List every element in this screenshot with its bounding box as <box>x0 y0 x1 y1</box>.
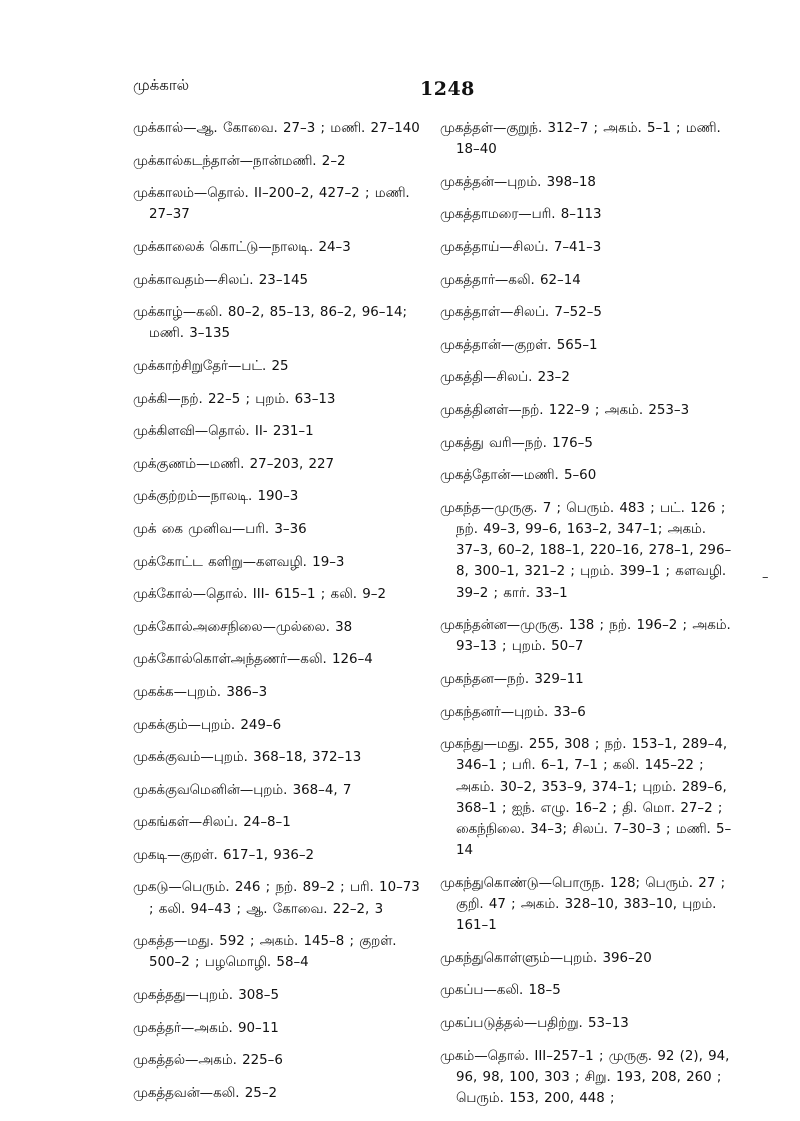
index-entry: முக்காவதம்—சிலப். 23–145 <box>133 272 309 288</box>
index-entry: முக்கால்—ஆ. கோவை. 27–3 ; மணி. 27–140 <box>133 121 420 136</box>
index-entry: முகத்தான்—குறள். 565–1 <box>440 337 598 353</box>
index-entry: முகடி—குறள். 617–1, 936–2 <box>133 847 315 863</box>
index-entry: முக்கிளவி—தொல். II- 231–1 <box>133 424 314 440</box>
index-entry: முகத்தாள்—சிலப். 7–52–5 <box>440 305 602 321</box>
left-column <box>133 118 428 1115</box>
page-number: 1248 <box>420 78 475 100</box>
index-entry: முகத்தல்—அகம். 225–6 <box>133 1053 283 1069</box>
index-entry: முகடு—பெரும். 246 ; நற். 89–2 ; பரி. 10–73 ; கலி. 94–43 ; ஆ. கோவை. 22–2, 3 <box>133 880 420 917</box>
index-entry: முகத்தது—புறம். 308–5 <box>133 988 280 1004</box>
index-entry: முகக்குவமெனின்—புறம். 368–4, 7 <box>133 782 352 798</box>
index-entry: முகப்ப—கலி. 18–5 <box>440 983 561 999</box>
index-entry: முக்கோல்கொள்அந்தணர்—கலி. 126–4 <box>133 652 373 668</box>
right-column <box>440 118 732 1121</box>
index-entry: முகந்தனர்—புறம். 33–6 <box>440 704 586 720</box>
index-entry: முக்காற்சிறுதேர்—பட். 25 <box>133 358 289 374</box>
index-entry: முகத்தாய்—சிலப். 7–41–3 <box>440 239 602 255</box>
index-entry: முகந்துகொண்டு—பொருந. 128; பெரும். 27 ; குறி. 47 ; அகம். 328–10, 383–10, புறம். 161–1 <box>440 875 726 934</box>
index-entry: முகத்தினள்—நற். 122–9 ; அகம். 253–3 <box>440 402 690 418</box>
index-entry: முகந்து—மது. 255, 308 ; நற். 153–1, 289–4, 346–1 ; பரி. 6–1, 7–1 ; கலி. 145–22 ; அகம். 30–2, 353–9, 374–1; புறம். 289–6, 368–1 ; ஐந். எழு. 16–2 ; தி. மொ. 27–2 ; கைந்நிலை. 34–3; சிலப். 7–30–3 ; மணி. 5–14 <box>440 737 732 859</box>
running-head: முக்கால் <box>133 76 190 94</box>
index-entry: முகக்கும்—புறம். 249–6 <box>133 717 282 733</box>
index-entry: முகத்தர்—அகம். 90–11 <box>133 1020 279 1036</box>
index-entry: முக்குற்றம்—நாலடி. 190–3 <box>133 489 299 505</box>
index-entry: முகந்துகொள்ளும்—புறம். 396–20 <box>440 950 652 966</box>
index-entry: முகத்து வரி—நற். 176–5 <box>440 435 593 451</box>
index-entry: முகத்தாமரை—பரி. 8–113 <box>440 207 602 223</box>
index-entry: முக்கி—நற். 22–5 ; புறம். 63–13 <box>133 391 336 407</box>
index-entry: முகத்தோன்—மணி. 5–60 <box>440 468 597 484</box>
index-entry: முக் கை முனிவ—பரி. 3–36 <box>133 521 307 537</box>
index-entry: முகத்தன்—புறம். 398–18 <box>440 174 596 190</box>
index-entry: முக்காலைக் கொட்டு—நாலடி. 24–3 <box>133 239 351 255</box>
index-entry: முகக்க—புறம். 386–3 <box>133 684 268 700</box>
index-entry: முகந்தன—நற். 329–11 <box>440 671 584 687</box>
index-entry: முகந்தன்ன—முருகு. 138 ; நற். 196–2 ; அகம். 93–13 ; புறம். 50–7 <box>440 618 731 655</box>
index-entry: முக்கோல்—தொல். III- 615–1 ; கலி. 9–2 <box>133 587 386 603</box>
index-entry: முக்குணம்—மணி. 27–203, 227 <box>133 456 335 472</box>
margin-mark: – <box>762 570 769 585</box>
index-entry: முகந்த—முருகு. 7 ; பெரும். 483 ; பட். 126 ; நற். 49–3, 99–6, 163–2, 347–1; அகம். 37–3, 60–2, 188–1, 220–16, 278–1, 296–8, 300–1, 321–2 ; புறம். 399–1 ; களவழி. 39–2 ; கார். 33–1 <box>440 500 732 601</box>
index-entry: முகத்தள்—குறுந். 312–7 ; அகம். 5–1 ; மணி. 18–40 <box>440 121 721 158</box>
index-entry: முக்கால்கடந்தான்—நான்மணி. 2–2 <box>133 153 346 169</box>
index-entry: முகத்தவன்—கலி. 25–2 <box>133 1085 278 1101</box>
index-entry: முக்காழ்—கலி. 80–2, 85–13, 86–2, 96–14; மணி. 3–135 <box>133 305 407 342</box>
index-entry: முகத்தார்—கலி. 62–14 <box>440 272 581 288</box>
index-entry: முகத்த—மது. 592 ; அகம். 145–8 ; குறள். 500–2 ; பழமொழி. 58–4 <box>133 934 397 971</box>
index-entry: முக்கோட்ட களிறு—களவழி. 19–3 <box>133 554 345 570</box>
index-entry: முக்கோல்அசைநிலை—முல்லை. 38 <box>133 619 353 635</box>
index-entry: முகம்—தொல். III–257–1 ; முருகு. 92 (2), 94, 96, 98, 100, 303 ; சிறு. 193, 208, 260 ; பெரும். 153, 200, 448 ; <box>440 1048 730 1106</box>
index-entry: முகக்குவம்—புறம். 368–18, 372–13 <box>133 750 362 766</box>
index-entry: முக்காலம்—தொல். II–200–2, 427–2 ; மணி. 27–37 <box>133 186 410 223</box>
index-entry: முகத்தி—சிலப். 23–2 <box>440 370 570 386</box>
index-entry: முகப்படுத்தல்—பதிற்று. 53–13 <box>440 1015 629 1031</box>
index-entry: முகங்கள்—சிலப். 24–8–1 <box>133 815 291 831</box>
